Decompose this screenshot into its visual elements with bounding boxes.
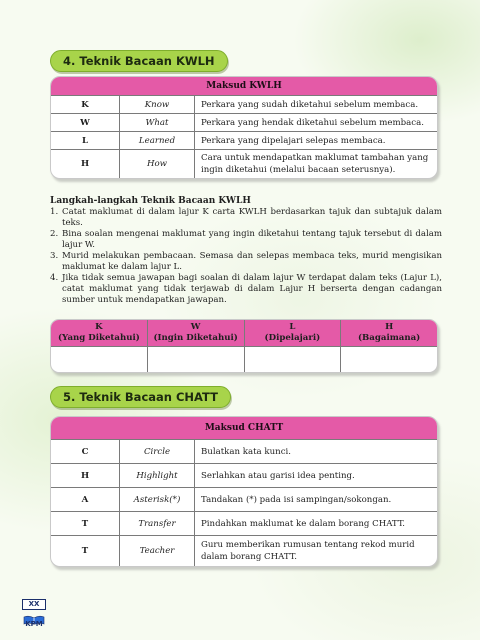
kwlh-empty-cell — [148, 346, 245, 372]
row-desc: Bulatkan kata kunci. — [195, 440, 438, 464]
step-number: 2. — [50, 229, 59, 239]
step-number: 1. — [50, 207, 59, 217]
column-letter: H — [385, 322, 394, 332]
step-number: 4. — [50, 273, 59, 283]
kwlh-chart — [50, 319, 438, 373]
row-desc: Cara untuk mendapatkan maklumat tambahan yang ingin diketahui (melalui bacaan seterusnya). — [195, 150, 438, 178]
step-text: Bina soalan mengenai maklumat yang ingin diketahui tentang tajuk tersebut di dalam lajur W. — [62, 229, 442, 250]
row-letter: L — [51, 132, 120, 150]
row-word: Asterisk(*) — [120, 488, 195, 512]
step-text: Murid melakukan pembacaan. Semasa dan selepas membaca teks, murid mengisikan maklumat ke dalam lajur L. — [62, 251, 442, 272]
chatt-rows — [51, 439, 437, 566]
step-text: Catat maklumat di dalam lajur K carta KWLH berdasarkan tajuk dan subtajuk dalam teks. — [62, 207, 442, 228]
kwlh-chart-header — [51, 320, 437, 346]
row-word: Know — [120, 96, 195, 114]
row-letter: T — [51, 536, 120, 566]
row-letter: T — [51, 512, 120, 536]
kwlh-empty-cell — [245, 346, 342, 372]
row-letter: A — [51, 488, 120, 512]
row-letter: H — [51, 150, 120, 178]
row-word: Teacher — [120, 536, 195, 566]
kwlh-meaning-table — [50, 76, 438, 179]
table-row — [51, 464, 437, 488]
table-row — [51, 488, 437, 512]
page-number: XX — [22, 599, 46, 610]
column-letter: K — [95, 322, 103, 332]
book-icon — [22, 610, 46, 620]
chatt-meaning-table — [50, 416, 438, 567]
row-word: What — [120, 114, 195, 132]
kwlh-chart-body — [51, 346, 437, 372]
row-word: Highlight — [120, 464, 195, 488]
kwlh-column-w — [148, 320, 245, 346]
step-text: Jika tidak semua jawapan bagi soalan di dalam lajur W terdapat dalam teks (Lajur L), catat maklumat yang tidak terjawab di dalam Lajur H berserta dengan cadangan sumber untuk mendapatkan jawapan. — [62, 273, 442, 305]
column-label: (Dipelajari) — [264, 333, 321, 343]
table-row — [51, 536, 437, 566]
list-item — [50, 207, 442, 229]
column-label: (Yang Diketahui) — [57, 333, 140, 343]
kwlh-empty-cell — [341, 346, 437, 372]
table-row — [51, 440, 437, 464]
kwlh-column-l — [245, 320, 342, 346]
row-desc: Perkara yang sudah diketahui sebelum membaca. — [195, 96, 438, 114]
section-4-title: 4. Teknik Bacaan KWLH — [50, 50, 228, 72]
kwlh-empty-cell — [51, 346, 148, 372]
table-row — [51, 132, 437, 150]
row-word: How — [120, 150, 195, 178]
table-header: Maksud KWLH — [51, 77, 437, 95]
row-letter: H — [51, 464, 120, 488]
steps-list — [50, 207, 442, 306]
table-row — [51, 114, 437, 132]
row-letter: K — [51, 96, 120, 114]
row-desc: Perkara yang dipelajari selepas membaca. — [195, 132, 438, 150]
list-item — [50, 251, 442, 273]
row-letter: C — [51, 440, 120, 464]
kwlh-column-k — [51, 320, 148, 346]
section-5-title: 5. Teknik Bacaan CHATT — [50, 386, 231, 408]
column-letter: W — [190, 322, 201, 332]
row-letter: W — [51, 114, 120, 132]
column-letter: L — [289, 322, 296, 332]
page-badge — [22, 599, 46, 629]
kwlh-rows — [51, 95, 437, 178]
table-row — [51, 150, 437, 178]
row-desc: Tandakan (*) pada isi sampingan/sokongan. — [195, 488, 438, 512]
kwlh-column-h — [341, 320, 437, 346]
row-desc: Serlahkan atau garisi idea penting. — [195, 464, 438, 488]
row-desc: Pindahkan maklumat ke dalam borang CHATT. — [195, 512, 438, 536]
step-number: 3. — [50, 251, 59, 261]
column-label: (Bagaimana) — [357, 333, 421, 343]
row-desc: Guru memberikan rumusan tentang rekod murid dalam borang CHATT. — [195, 536, 438, 566]
table-row — [51, 96, 437, 114]
row-word: Learned — [120, 132, 195, 150]
list-item — [50, 273, 442, 306]
publisher-label: KPM — [25, 620, 43, 628]
row-word: Circle — [120, 440, 195, 464]
table-header: Maksud CHATT — [51, 417, 437, 439]
list-item — [50, 229, 442, 251]
column-label: (Ingin Diketahui) — [153, 333, 238, 343]
row-word: Transfer — [120, 512, 195, 536]
steps-title: Langkah-langkah Teknik Bacaan KWLH — [50, 196, 251, 206]
row-desc: Perkara yang hendak diketahui sebelum membaca. — [195, 114, 438, 132]
table-row — [51, 512, 437, 536]
